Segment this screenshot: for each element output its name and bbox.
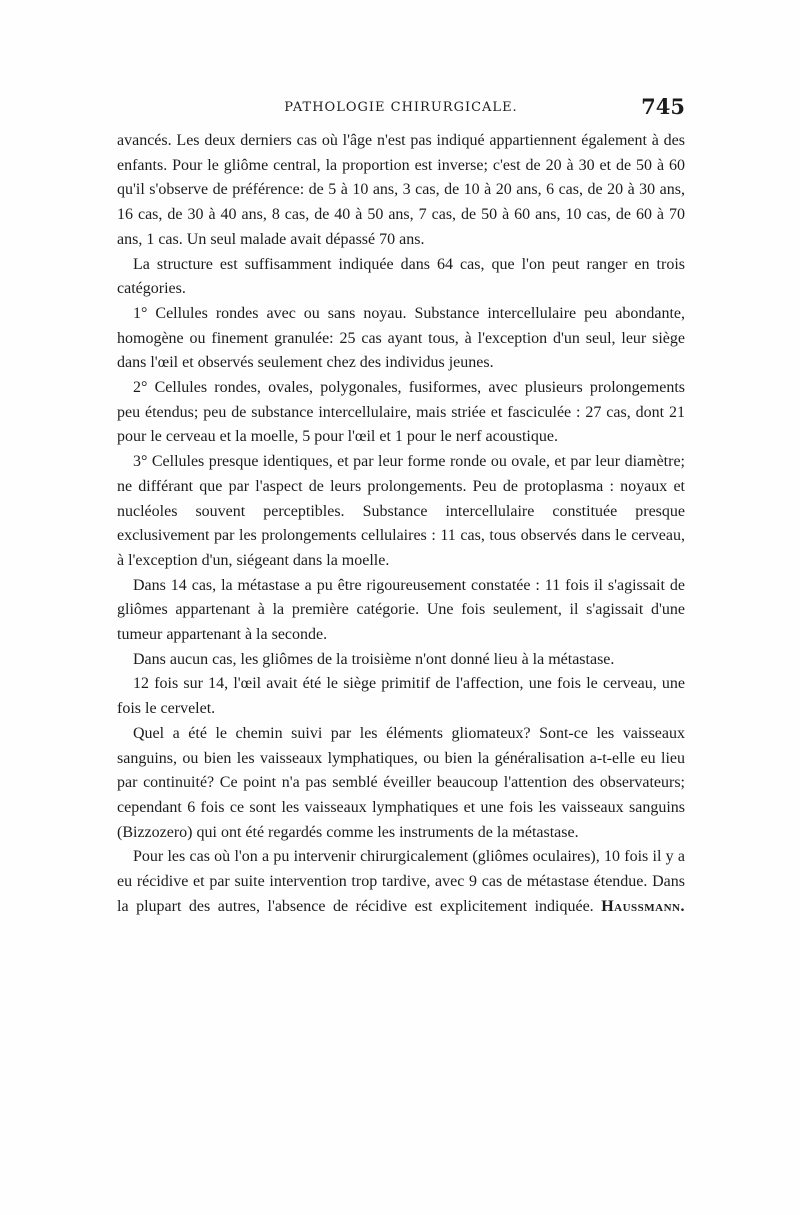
paragraph: 2° Cellules rondes, ovales, polygonales, fusiformes, avec plusieurs prolongements peu étendus; peu de substance intercellulaire, mais striée et fasciculée : 27 cas, dont 21 pour le cerveau et la moelle, 5 pour l'œil et 1 pour le nerf acoustique.	[117, 379, 685, 446]
paragraph: 3° Cellules presque identiques, et par leur forme ronde ou ovale, et par leur diamètre; ne différant que par l'aspect de leurs prolongements. Peu de protoplasma : noyaux et nucléoles souvent perceptibles. Substance intercellulaire constituée presque exclusivement par les prolongements cellulaires : 11 cas, tous observés dans le cerveau, à l'exception d'un, siégeant dans la moelle.	[117, 453, 685, 569]
author-signature: Haussmann.	[601, 897, 685, 915]
page-header	[117, 96, 685, 122]
paragraph-final	[117, 845, 685, 919]
final-paragraph-text: Pour les cas où l'on a pu intervenir chirurgicalement (gliômes oculaires), 10 fois il y a eu récidive et par suite intervention trop tardive, avec 9 cas de métastase étendue. Dans la plupart des autres, l'absence de récidive est explicitement indiquée.	[117, 848, 685, 915]
paragraph: Dans aucun cas, les gliômes de la troisième n'ont donné lieu à la métastase.	[133, 650, 615, 668]
page-number: 745	[641, 94, 685, 119]
running-title: PATHOLOGIE CHIRURGICALE.	[284, 100, 518, 115]
paragraph: 1° Cellules rondes avec ou sans noyau. Substance intercellulaire peu abondante, homogène ou finement granulée: 25 cas ayant tous, à l'exception d'un seul, leur siège dans l'œil et observés seulement chez des individus jeunes.	[117, 304, 685, 372]
paragraph: Quel a été le chemin suivi par les éléments gliomateux? Sont-ce les vaisseaux sanguins, ou bien les vaisseaux lymphatiques, ou bien la généralisation a-t-elle eu lieu par continuité? Ce point n'a pas semblé éveiller beaucoup l'attention des observateurs; cependant 6 fois ce sont les vaisseaux lymphatiques et une fois les vaisseaux sanguins (Bizzozero) qui ont été regardés comme les instruments de la métastase.	[117, 724, 685, 841]
paragraph: 12 fois sur 14, l'œil avait été le siège primitif de l'affection, une fois le cerveau, une fois le cervelet.	[117, 675, 685, 718]
paragraph: La structure est suffisamment indiquée dans 64 cas, que l'on peut ranger en trois catégories.	[117, 255, 685, 298]
body-text	[117, 129, 685, 920]
paragraph: Dans 14 cas, la métastase a pu être rigoureusement constatée : 11 fois il s'agissait de gliômes appartenant à la première catégorie. Une fois seulement, il s'agissait d'une tumeur appartenant à la seconde.	[117, 576, 685, 644]
paragraph: avancés. Les deux derniers cas où l'âge n'est pas indiqué appartiennent également à des enfants. Pour le gliôme central, la proportion est inverse; c'est de 20 à 30 et de 50 à 60 qu'il s'observe de préférence: de 5 à 10 ans, 3 cas, de 10 à 20 ans, 6 cas, de 20 à 30 ans, 16 cas, de 30 à 40 ans, 8 cas, de 40 à 50 ans, 7 cas, de 50 à 60 ans, 10 cas, de 60 à 70 ans, 1 cas. Un seul malade avait dépassé 70 ans.	[117, 132, 685, 248]
